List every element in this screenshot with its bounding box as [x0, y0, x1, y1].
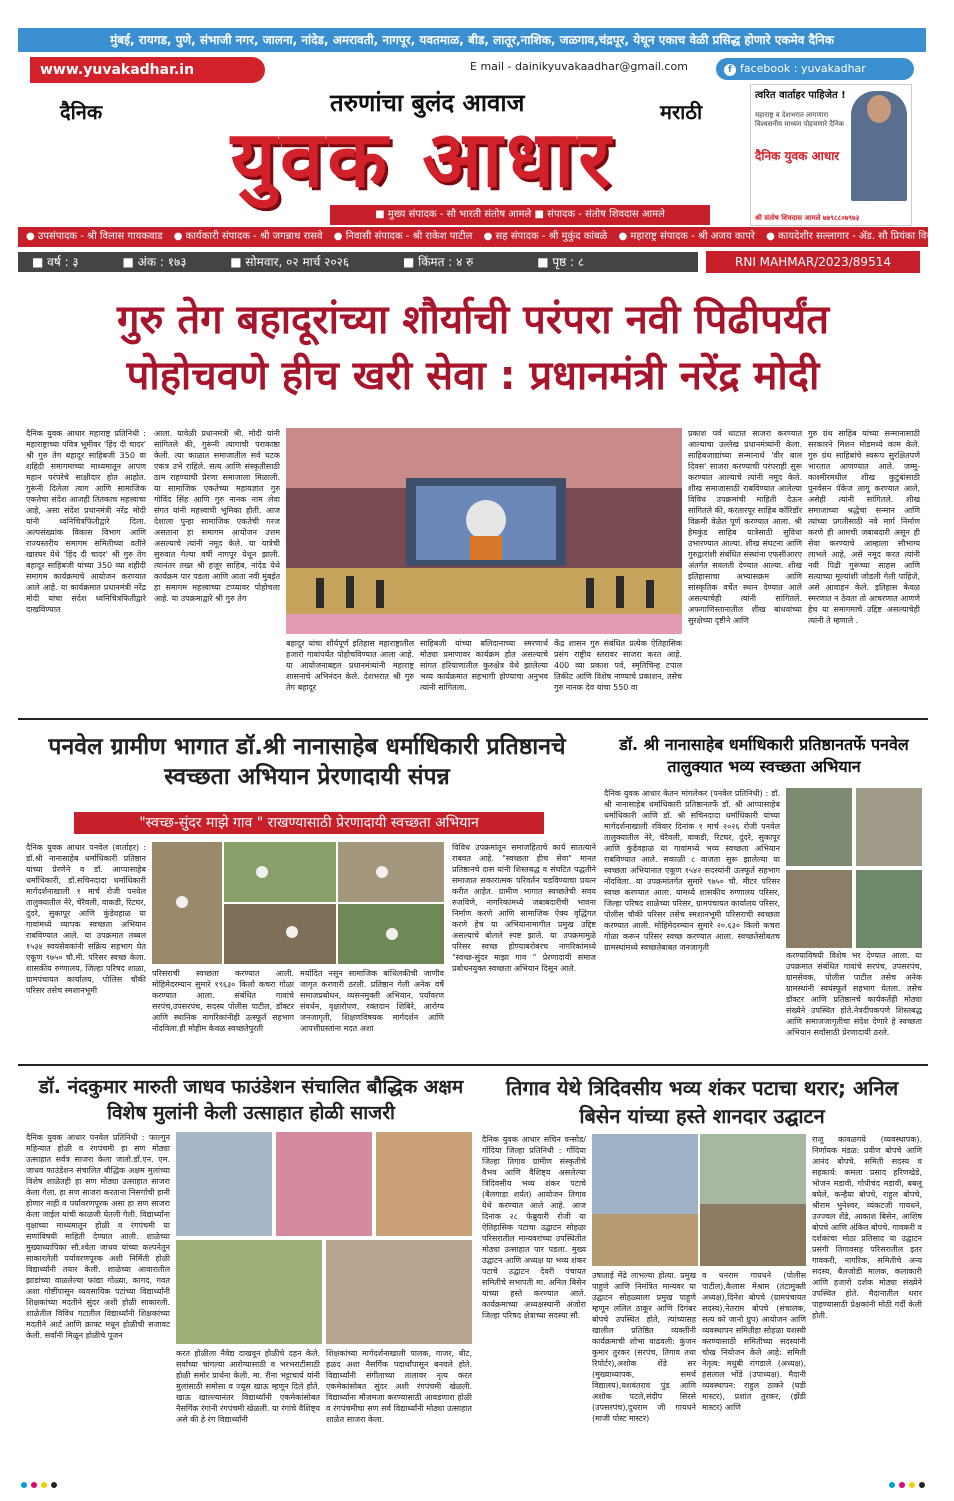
story3-headline: डॉ. श्री नानासाहेब धर्माधिकारी प्रतिष्ठानतर्फे पनवेल तालुक्यात भव्य स्वच्छता अभियान [619, 735, 909, 776]
pages: ■ पृष्ठ : ८ [537, 255, 585, 269]
subeditors-bar [18, 227, 954, 247]
story5-headline: तिगाव येथे त्रिदिवसीय भव्य शंकर पटाचा थरार; अनिल बिसेन यांच्या हस्ते शानदार उद्घाटन [505, 1076, 899, 1128]
section-divider [18, 718, 928, 720]
ad-brand: दैनिक युवक आधार [755, 149, 840, 163]
story2-headline: पनवेल ग्रामीण भागात डॉ.श्री नानासाहेब धर्माधिकारी प्रतिष्ठानचे स्वच्छता अभियान प्रेरणादायी संपन्न [48, 734, 566, 790]
editor-line: ■ मुख्य संपादक - सौ भारती संतोष आमले ■ संपादक - संतोष शिवदास आमले [330, 205, 710, 225]
story4-under-a: करत होळीला नैवेद्य दाखवून होळीचे दहन केले. सर्वांच्या चांगल्या आरोग्यासाठी व भरभराटीसाठी होळी समोर प्रार्थना केली. मा. रीना भट्टाचार्य यांनी मुलांसाठी समोसा व ज्यूस खाऊ म्हणून दिले होते. खाऊ खाल्ल्यानंतर विद्यार्थ्यांनी एकमेकांसोबत नैसर्गिक रंगांनी रंगपंचमी खेळली. या रंगांचे वैशिष्ट्य असे की हे रंग विद्यार्थ्यांनी [176, 1349, 321, 1424]
modi-stage-photo [286, 428, 682, 634]
lead-headline [18, 292, 928, 404]
story4-col: दैनिक युवक आधार पनवेल प्रतिनिधी : फाल्गुन महिन्यात होळी व रंगपंचमी हा सण मोठ्या उत्साहात सर्वत्र साजरा केला जातो.डॉ.एन. एम. जाधव फाउंडेशन संचालित बौद्धिक अक्षम मुलांच्या विशेष शाळेतही हा सण मोठ्या उत्साहात साजरा केला गेला. हा सण साजरा करताना निसर्गाची हानी होणार नाही व पर्यावरणपूरक असा हा सण साजरा केला जाईल यांची काळजी घेतली गेली. विद्यार्थ्यांना वृक्षाच्या माध्यमातून होळी व रंगपंचमी या सणांविषयी माहिती देण्यात आली. शाळेच्या मुख्याध्यापिका सौ.श्वेता जाधव यांच्या कल्पनेतून साकारलेली पर्यावरणपूरक अशी निर्मिती होळी विद्यार्थ्यांनी तयार केली. शाळेच्या आवारातील झाडांच्या वाळलेल्या फांद्या गोळ्या, कागद, गवत अशा गोष्टींपासून व्यवसायिक पटांच्या विद्यार्थ्यांनी शिक्षकांच्या मदतीने सुंदर अशी होळी साकारली. शाळेतील विविध गटातील विद्यार्थ्यांनी शिक्षकांच्या मदतीने आर्ट आणि क्राफ्ट मधून होळीची सजावट केली. सर्वांनी मिळून होळीचे पूजन [26, 1133, 170, 1340]
ad-text: महाराष्ट्र व देशभरात लागणारा विश्वसनीय माध्यम पोहचणारे दैनिक [755, 111, 845, 128]
lead-under-photo-c: केंद्र शासन गुरु संबंधित प्रत्येक ऐतिहासिक प्रसंग राष्ट्रीय स्तरावर साजरा करत आहे. 400 व्या प्रकाश पर्व, स्मृतिचिन्ह टपाल तिकीट आणि विशेष नाण्याचे प्रकाशन, तसेच गुरु नानक देव यांचा 550 वा [554, 639, 682, 692]
ad-heading: त्वरित वार्ताहर पाहिजेत ! [755, 90, 846, 101]
story3-under: करण्याविषयी विशेष भर देण्यात आला. या उपक्रमात संबंधित गावांचे सरपंच, उपसरपंच, ग्रामसेवक, पोलीस पाटील तसेच अनेक ग्रामस्थांनी स्वयंस्फूर्त सहभाग घेतला. तसेच डॉक्टर आणि प्रतिष्ठानचे कार्यकर्तेही मोठ्या संख्येने उपस्थित होते.नेत्रदीपकपणे शिस्तबद्ध आणि समाजजागृतीचा संदेश देणारे हे स्वच्छता अभियान सर्वांसाठी प्रेरणादायी ठरले. [786, 951, 922, 1037]
subeditor-item: ● निवासी संपादक - श्री राकेश पाटील [333, 231, 473, 242]
lead-col1: दैनिक युवक आधार महाराष्ट्र प्रतिनिधी : महाराष्ट्राच्या पवित्र भूमीवर 'हिंद दी चादर' श्री गुरु तेग बहादूर साहिबजी 350 वा शहिदी समागमाच्या माध्यमातून आपण महान परंपरेचे साक्षीदार होत आहोत. गुरूंनी दिलेला त्याग आणि सामाजिक एकतेचा संदेश आजही तितकाच महत्त्वाचा आहे, असा संदेश प्रधानमंत्री नरेंद्र मोदी यांनी ध्वनिचित्रफितीद्वारे दिला. अल्पसंख्यांक विकास विभाग आणि राज्यस्तरीय समागम समितीच्या वतीने खारघर येथे 'हिंद दी चादर' श्री गुरु तेग बहादूर साहिबजी यांच्या 350 व्या शहीदी समागम कार्यक्रमाचे आयोजन करण्यात आले आहे. या कार्यक्रमात प्रधानमंत्री नरेंद्र मोदी यांचा संदेश ध्वनिचित्रफितीद्वारे दाखविण्यात [26, 429, 146, 614]
lead-col2: आला. यावेळी प्रधानमंत्री श्री. मोदी यांनी सांगितले की, गुरूंनी त्यागाची पराकाष्ठा केली. त्या काळात समाजातील सर्व घटक एकत्र उभे राहिले. सत्य आणि संस्कृतीसाठी ठाम राहण्याची प्रेरणा समाजाला मिळाली. या सामाजिक एकतेच्या महायज्ञात गुरु गोविंद सिंह आणि गुरु नानक नाम लेवा संगत यांनी महत्त्वाची भूमिका होती. आज देशाला पुन्हा सामाजिक एकतेची गरज असताना हा समागम आयोजन उत्तम असल्याचे त्यांनी नमूद केले. या यात्रेची सुरुवात गेल्या वर्षी नागपूर येथून झाली. त्यानंतर तख्त श्री हजूर साहिब, नांदेड येथे कार्यक्रम पार पडला आणि आता नवी मुंबईत हा समागम महत्त्वाच्या टप्प्यावर पोहोचला आहे. या उपक्रमाद्वारे श्री गुरु तेग [154, 429, 280, 603]
lead-col-right1: प्रकाश पर्व थाटात साजरा करण्यात आल्याचा उल्लेख प्रधानमंत्र्यांनी केला. साहिबजाद्यांच्या सन्मानार्थ 'वीर बाल दिवस' साजरा करण्याची परंपराही सुरू करण्यात आल्याचे त्यांनी नमूद केले. शीख समाजासाठी राबविण्यात आलेल्या विविध उपक्रमांची माहिती देऊन सांगितले की, करतारपूर साहिब कॉरिडॉर विक्रमी वेळेत पूर्ण करण्यात आला. श्री हेमकुंड साहिब यात्रेसाठी सुविधा उभारण्यात आल्या. शीख संघटना आणि गुरुद्वारांशी संबंधित संस्थांना एफसीआरए अंतर्गत सवलती देण्यात आल्या. शीख इतिहासाचा अभ्यासक्रम आणि सांस्कृतिक वर्चेत स्थान देण्यात आले असल्याचेही त्यांनी सांगितले. अफगाणिस्तानातील शीख बांधवांच्या सुरक्षेच्या दृष्टीने आणि [688, 429, 802, 625]
bullock-race-photos [592, 1134, 806, 1266]
story4-under-b: शिक्षकांच्या मार्गदर्शनाखाली पालक, गाजर, बीट, हळद अशा नैसर्गिक पदार्थांपासून बनवले होते. विद्यार्थ्यांनी संगीताच्या तालावर नृत्य करत एकमेकांसोबत सुंदर अशी रंगपंचमी खेळली. विद्यार्थ्यांना मौजमजा करण्यासाठी आवडणारा होळी व रंगपंचमीचा सण सर्व विद्यार्थ्यांनी मोठ्या उत्साहात शाळेत साजरा केला. [326, 1349, 472, 1424]
facebook-label: facebook : yuvakadhar [740, 62, 866, 75]
year: ■ वर्ष : ३ [32, 255, 79, 269]
issue-info-bar [18, 252, 698, 272]
subeditor-item: ● महाराष्ट्र संपादक - श्री अजय कापरे [618, 231, 755, 242]
story5-under-b: व धनराम गायधने (पोलीस पाटील),कैलास मेश्राम (तंटामुक्ती अध्यक्ष),दिनेश बोपचे (ग्रामपंचायत सदस्य),नेतराम बोपचे (संचालक, सत्य को जानो ग्रुप) आयोजन आणि व्यवस्थापन समितीहा सोहळा यशस्वी करण्यासाठी समितीच्या सदस्यांनी चोख नियोजन केले आहे: समिती नेतृत्व: मधुबी रांगडाले (अध्यक्ष), हसलाल भोंडे (उपाध्यक्ष). मैदानी व्यवस्थापन: राहुल ठाकरे (घडी मास्टर), प्रशांत तुरकर, (झेंडी मास्टर) आणि [702, 1271, 806, 1412]
story2-under-a: परिसराची स्वच्छता करण्यात आली. मोहिमेदरम्यान सुमारे १९६३० किलो कचरा गोळा करण्यात आला. संबंधित गावांचे सरपंच,उपसरपंच, सदस्य पोलीस पाटील, डॉक्टर आणि स्थानिक नागरिकांनीही उत्स्फूर्त सहभाग नोंदविला.ही मोहीम केवळ स्वच्छतेपुरती [152, 969, 294, 1033]
date: ■ सोमवार, ०२ मार्च २०२६ [230, 255, 350, 269]
story5-col-right: राजू कावळगये (व्यवस्थापक). निर्णायक मंडळ: प्रवीण बोपचे आणि आनंद बोपचे. समिती सदस्य व सहकार्य: कमला प्रसाद हरिणखेडे, भोजन मडावी, गोपीचंद मडावी, बबलू बघेले, कन्हैया बोपचे, राहुल बोपचे, श्रीराम भुनेश्वर, व्यंकटजी गायधने, उज्ज्वल शेंडे, आकाश बिसेन, आशिष बोपचे आणि अंकित बोपचे. गावकरी व दर्शकांचा मोठा प्रतिसाद या उद्घाटन प्रसंगी तिगावसह परिसरातील इतर गावकरी, नागरिक, समितीचे अन्य सदस्य, बैलजोडी मालक, कलाकारी आणि हजारो दर्शक मोठ्या संख्येने उपस्थित होते. मैदानातील थरार पाहण्यासाठी प्रेक्षकांनी मोठी गर्दी केली होती. [812, 1135, 922, 1320]
cleanliness-photos [152, 842, 444, 964]
lead-under-photo-b: साहिबजी यांच्या बलिदानाच्या स्मरणार्थ मोठ्या प्रमाणावर कार्यक्रम होत असल्याचे सांगत हरियाणातील कुरुक्षेत्र येथे झालेल्या भव्य कार्यक्रमात सहभागी होण्याचा अनुभव त्यांनी सांगितला. [420, 639, 548, 692]
story2-photos [152, 842, 444, 964]
story2-subhead: "स्वच्छ-सुंदर माझे गाव " राखण्यासाठी प्रेरणादायी स्वच्छता अभियान [74, 812, 544, 834]
masthead-logo: युवक आधार [230, 114, 615, 205]
subeditor-item: ● कायदेशीर सल्लागार - ॲड. सौ प्रियंका विजय मुंडे [766, 231, 954, 242]
website-link[interactable]: www.yuvakadhar.in [30, 57, 265, 83]
lead-under-photo-a: बहादूर यांचा शौर्यपूर्ण इतिहास महाराष्ट्रातील हजारो गावांपर्यंत पोहोचविण्यात आला आहे. या आयोजनाबद्दल प्रधानमंत्र्यांनी महाराष्ट्र शासनाचे अभिनंदन केले. देशभरात श्री गुरु तेग बहादूर [286, 639, 414, 692]
story5-col1: दैनिक युवक आधार सचिन वन्सोड/ गोंदिया जिल्हा प्रतिनिधी : गोंदिया जिल्हा तिगाव ग्रामीण संस्कृतीचे वैभव आणि वैशिष्ट्य असलेल्या त्रिदिवसीय भव्य शंकर पटाचे (बैलगाडा शर्यत) आयोजन तिगाव येथे करण्यात आले आहे. आज दिनांक २८ फेब्रुवारी रोजी या ऐतिहासिक पटाचा उद्घाटन सोहळा परिसरातील मान्यवरांच्या उपस्थितीत मोठ्या उत्साहात पार पडला. मुख्य उद्घाटन आणि अध्यक्ष या भव्य शंकर पटाचे उद्घाटन देवरी पंचायत समितीचे सभापती मा. अनिल बिसेन यांच्या हस्ते करण्यात आले. कार्यक्रमाच्या अध्यक्षस्थानी अंजोरा जिल्हा परिषद क्षेत्राच्या सदस्या सौ. [482, 1135, 586, 1320]
registration-dots [18, 1481, 928, 1489]
story2-col1: दैनिक युवक आधार पनवेल (वार्ताहर) : डॉ.श्री नानासाहेब धर्माधिकारी प्रतिष्ठान यांच्या प्रेरणेने व डॉ. आप्पासाहेब धर्माधिकारी, डॉ.सचिनदादा धर्माधिकारी मार्गदर्शनाखाली १ मार्च रोजी पनवेल तालुक्यातील नेरे, चेरैवली, वाकडी, रिटघर, दुंदरे, सुकापूर आणि कुंडेवहाळ या गावांमध्ये व्यापक स्वच्छता अभियान राबविण्यात आले. या उपक्रमात तब्बल १५३४ स्वयंसेवकांनी सक्रिय सहभाग घेत एकूण ९७५० चौ.मी. परिसर स्वच्छ केला. शासकीय रुग्णालय, जिल्हा परिषद शाळा, ग्रामपंचायत कार्यालय, पोलिस चौकी परिसर तसेच स्मशानभूमी [26, 843, 146, 995]
story3-photos [786, 788, 922, 948]
price: ■ किंमत : ४ रु [402, 255, 474, 269]
facebook-link[interactable] [716, 58, 914, 80]
subeditor-item: ● कार्यकारी संपादक - श्री जगन्नाथ रासवे [173, 231, 323, 242]
holi-photos [176, 1132, 472, 1344]
lead-headline-line2: पोहोचवणे हीच खरी सेवा : प्रधानमंत्री नरेंद्र मोदी [126, 353, 820, 399]
issue-number: ■ अंक : १७३ [122, 255, 187, 269]
recruitment-ad [750, 84, 912, 226]
cities-banner: मुंबई, रायगड, पुणे, संभाजी नगर, जालना, नांदेड, अमरावती, नागपूर, यवतमाळ, बीड, लातूर,नाशिक, जळगाव,चंद्रपूर, येथून एकाच वेळी प्रसिद्ध होणारे एकमेव दैनिक [18, 28, 926, 52]
rni-number: RNI MAHMAR/2023/89514 [706, 251, 920, 273]
subeditor-item: ● सह संपादक - श्री मुकुंद कांबळे [483, 231, 608, 242]
print-registration-bar [18, 1474, 928, 1482]
anchor-photo [851, 91, 907, 201]
marathi-label: मराठी [660, 100, 703, 124]
lead-headline-line1: गुरु तेग बहादूरांच्या शौर्याची परंपरा नवी पिढीपर्यंत [117, 297, 829, 343]
ad-contact: श्री संतोष शिवदास आमले ७७९८८०७९७३ [755, 214, 860, 222]
email-text: E mail - dainikyuvakaadhar@gmail.com [470, 60, 688, 73]
story5-photos [592, 1134, 806, 1266]
facebook-icon: f [724, 64, 736, 76]
story2-col3: विविध उपक्रमांतून समाजहिताचे कार्य सातत्याने राबवत आहे. "स्वच्छता हीच सेवा" मानत प्रतिष्ठानचे दास यांनी शिस्तबद्ध व संघटित पद्धतीने समाजात सकारात्मक परिवर्तन घडविण्याचा प्रयत्न करीत आहेत. ग्रामीण भागात स्वच्छतेची सवय रुजविणे, नागरिकांमध्ये जबाबदारीची भावना निर्माण करणे आणि सामाजिक ऐक्य वृद्धिंगत करणे हेच या अभियानामागील प्रमुख उद्दिष्ट असल्याचे बोलले स्पष्ट झाले. या उपक्रमामुळे परिसर स्वच्छ होण्याबरोबरच नागरिकांमध्ये "स्वच्छ-सुंदर माझा गाव " प्रेरणादायी समाज प्रबोधनयुक्त स्वच्छता अभियान दिसून आले. [452, 843, 596, 973]
story3-col: दैनिक युवक आधार केतन मांगलेकर (पनवेल प्रतिनिधी) : डॉ. श्री नानासाहेब धर्माधिकारी प्रतिष्ठानतर्फे डॉ. श्री आप्पासाहेब धर्माधिकारी आणि डॉ. श्री सचिनदादा धर्माधिकारी यांच्या मार्गदर्शनाखाली रविवार दिनांक १ मार्च २०२६ रोजी पनवेल तालुक्यातील नेरे, चेरैवली, वाकडी, रिटघर, दुंदरे, सुकापूर आणि कुंडेवहाळ या गावांमध्ये भव्य स्वच्छता अभियान राबविण्यात आले. सकाळी ८ वाजता सुरू झालेल्या या स्वच्छता अभियानात एकूण १५४२ सदस्यांनी उत्स्फूर्त सहभाग नोंदविला. या उपक्रमांतर्गत सुमारे ९७५० चौ. मीटर परिसर स्वच्छ करण्यात आला. यामध्ये शासकीय रुग्णालय परिसर, जिल्हा परिषद शाळेच्या परिसर, ग्रामपंचायत कार्यालय परिसर, पोलीस चौकी परिसर तसेच स्मशानभूमी परिसराची स्वच्छता करण्यात आली. मोहिमेदरम्यान सुमारे २०.६३० किलो कचरा गोळा करून परिसर स्वच्छ करण्यात आला. स्वच्छतेसोबतच ग्रामस्थांमध्ये स्वच्छतेबाबत जनजागृती [604, 789, 780, 952]
story4-headline: डॉ. नंदकुमार मारुती जाधव फाउंडेशन संचालित बौद्धिक अक्षम विशेष मुलांनी केली उत्साहात होळी साजरी [38, 1076, 464, 1124]
lead-col-right2: गुरु ग्रंथ साहिब यांच्या सन्मानासाठी सरकारने मिशन मोडमध्ये काम केले. गुरु ग्रंथ साहिबांचे स्वरूप सुरक्षितपणे भारतात आणण्यात आले. जम्मू-काश्मीरमधील शीख कुटुंबांसाठी पुनर्वसन पॅकेज लागू करण्यात आले, असेही त्यांनी सांगितले. शीख समाजाच्या श्रद्धेचा सन्मान आणि त्यांच्या प्रगतीसाठी नवे मार्ग निर्माण करणे ही आमची जबाबदारी असून ही सेवा करण्याचे आम्हाला सौभाग्य लाभले आहे, असे नमूद करत त्यांनी नवी पिढी गुरूंच्या साहस आणि सत्याच्या मूल्यांशी जोडली गेली पाहिजे, असे आवाहन केले. इतिहास केवळ स्मरणात न ठेवता तो आचरणात आणणे हेच या समागमाचे उद्दिष्ट असल्याचेही त्यांनी ते म्हणाले . [808, 429, 920, 625]
tagline: तरुणांचा बुलंद आवाज [330, 88, 525, 117]
dainik-label: दैनिक [60, 100, 103, 124]
story4-photos [176, 1132, 472, 1344]
lead-photo [286, 428, 682, 634]
story5-under-a: उषाताई मेंढे लाभल्या होत्या. प्रमुख पाहुणे आणि निमंत्रित मान्यवर या उद्घाटन सोहळ्याला प्रमुख पाहुणे म्हणून ललित ठाकूर आणि दिगंबर बोपचे उपस्थित होते, त्यांच्यासह खालील प्रतिष्ठित व्यक्तींनी कार्यक्रमाची शोभा वाढवली: कुंजन कुमार तुरकर (सरपंच, तिगाव तथा रिपोर्टर),अशोक शेंडे सर (मुख्याध्यापक, समर्थ विद्यालय),यशवंतराव पुंड आणि अशोक पटले,संदीप सिरसे (उपसरपंच),दुधराम जी गायधने (माजी पोस्ट मास्टर) [592, 1271, 696, 1423]
section-divider [18, 1064, 928, 1066]
story2-under-b: मर्यादित नसून सामाजिक बांधिलकीची जाणीव जागृत करणारी ठरली. प्रतिष्ठान गेली अनेक वर्षे समाजप्रबोधन, व्यसनमुक्ती अभियान, पर्यावरण संवर्धन, वृक्षारोपण, रक्तदान शिबिरे, आरोग्य जनजागृती, शिक्षणविषयक मार्गदर्शन आणि आपत्तीग्रस्तांना मदत अशा [300, 969, 444, 1033]
subeditor-item: ● उपसंपादक - श्री विलास गायकवाड [26, 231, 163, 242]
garbage-photos [786, 788, 922, 948]
